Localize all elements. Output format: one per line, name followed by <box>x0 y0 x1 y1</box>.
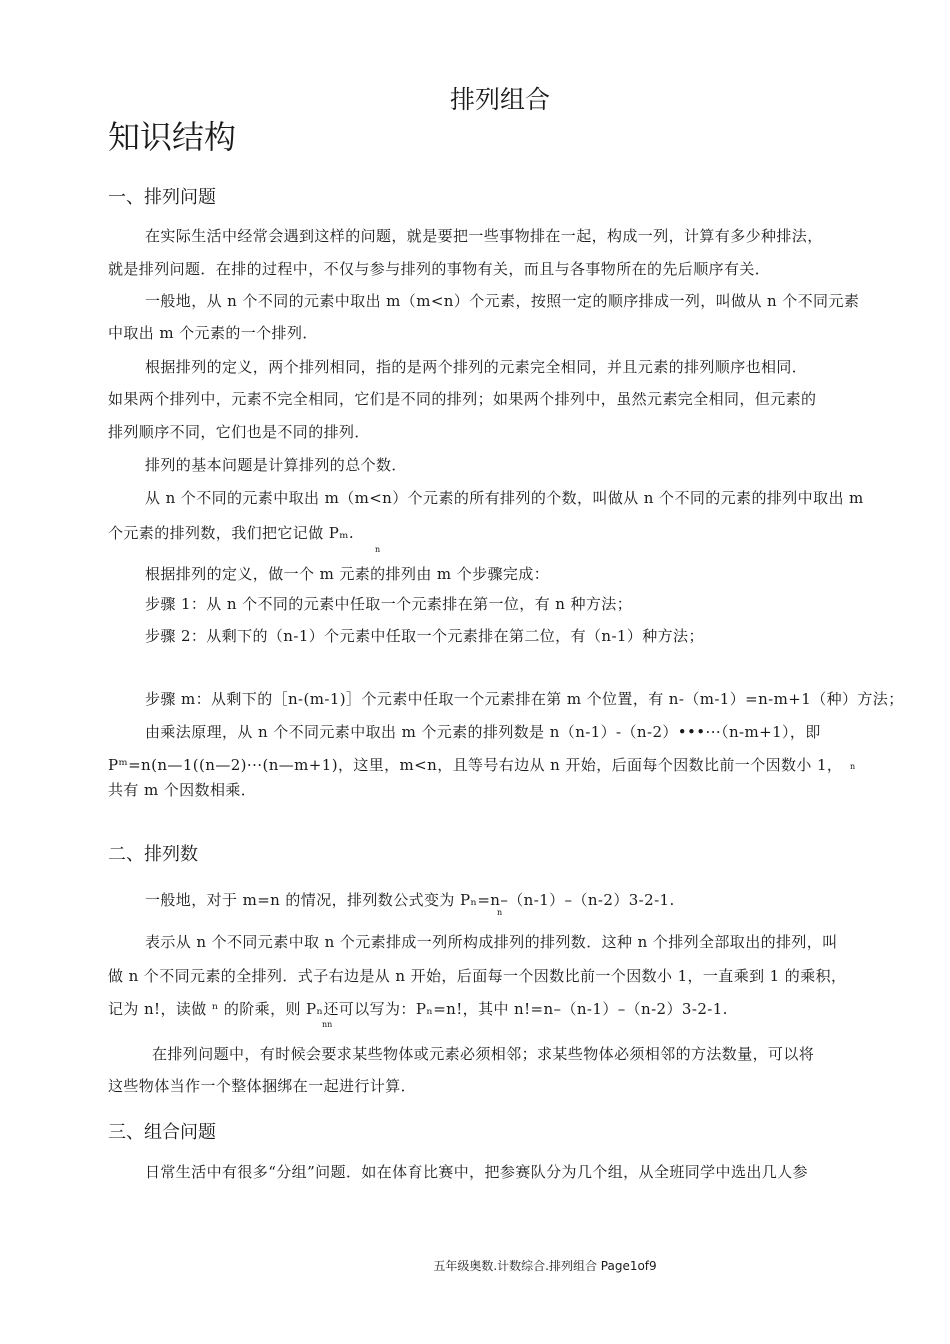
paragraph-line: 就是排列问题．在排的过程中，不仅与参与排列的事物有关，而且与各事物所在的先后顺序有关． <box>108 260 771 278</box>
formula-line: 记为 n!，读做 ⁿ 的阶乘，则 Pₙ还可以写为：Pₙ=n!，其中 n!=n–（n-1）–（n-2）3-2-1. <box>108 1000 728 1018</box>
page-footer: 五年级奥数.计数综合.排列组合 Page1of9 <box>433 1259 657 1273</box>
step-line: 步骤 m：从剩下的［n-(m-1)］个元素中任取一个元素排在第 m 个位置，有 n-（m-1）=n-m+1（种）方法； <box>145 690 904 708</box>
formula-line: 一般地，对于 m=n 的情况，排列数公式变为 Pₙ=n–（n-1）–（n-2）3-2-1. <box>145 891 675 909</box>
subscript-mark: n <box>497 908 503 917</box>
page-title: 排列组合 <box>449 85 550 114</box>
subscript-mark: n <box>375 545 381 554</box>
paragraph-line: 中取出 m 个元素的一个排列． <box>108 324 318 342</box>
paragraph-line: 根据排列的定义，两个排列相同，指的是两个排列的元素完全相同，并且元素的排列顺序也相同． <box>145 358 808 376</box>
paragraph-line: 日常生活中有很多“分组”问题．如在体育比赛中，把参赛队分为几个组，从全班同学中选出几人参 <box>145 1163 808 1181</box>
paragraph-line: 排列的基本问题是计算排列的总个数． <box>145 456 407 474</box>
paragraph-line: 根据排列的定义，做一个 m 元素的排列由 m 个步骤完成： <box>145 565 550 583</box>
paragraph-line: 共有 m 个因数相乘． <box>108 781 257 799</box>
subscript-mark: nn <box>322 1020 333 1029</box>
paragraph-line: 做 n 个不同元素的全排列．式子右边是从 n 开始，后面每一个因数比前一个因数小 1，一直乘到 1 的乘积， <box>108 967 847 985</box>
subscript-mark: n <box>850 762 856 771</box>
section-heading-permutation-number: 二、排列数 <box>108 844 198 865</box>
paragraph-line: 这些物体当作一个整体捆绑在一起进行计算． <box>108 1077 417 1095</box>
step-line: 步骤 1：从 n 个不同的元素中任取一个元素排在第一位，有 n 种方法； <box>145 595 633 613</box>
paragraph-line: 个元素的排列数，我们把它记做 Pₘ. <box>108 524 355 542</box>
paragraph-line: 在实际生活中经常会遇到这样的问题，就是要把一些事物排在一起，构成一列，计算有多少种排法， <box>145 227 823 245</box>
section-heading-permutation-problem: 一、排列问题 <box>108 187 216 208</box>
paragraph-line: 表示从 n 个不同元素中取 n 个元素排成一列所构成排列的排列数．这种 n 个排列全部取出的排列，叫 <box>145 933 838 951</box>
step-line: 步骤 2：从剩下的（n-1）个元素中任取一个元素排在第二位，有（n-1）种方法； <box>145 627 704 645</box>
paragraph-line: 由乘法原理，从 n 个不同元素中取出 m 个元素的排列数是 n（n-1）-（n-2）•••···（n-m+1），即 <box>145 723 821 741</box>
paragraph-line: 如果两个排列中，元素不完全相同，它们是不同的排列；如果两个排列中，虽然元素完全相同，但元素的 <box>108 390 817 408</box>
formula-line: Pᵐ=n(n—1((n—2)···(n—m+1)，这里，m<n，且等号右边从 n 开始，后面每个因数比前一个因数小 1， <box>108 756 843 774</box>
paragraph-line: 一般地，从 n 个不同的元素中取出 m（m<n）个元素，按照一定的顺序排成一列，叫做从 n 个不同元素 <box>145 292 860 310</box>
section-heading-combination-problem: 三、组合问题 <box>108 1122 216 1143</box>
paragraph-line: 在排列问题中，有时候会要求某些物体或元素必须相邻；求某些物体必须相邻的方法数量，可以将 <box>152 1045 815 1063</box>
paragraph-line: 排列顺序不同，它们也是不同的排列． <box>108 423 370 441</box>
knowledge-structure-heading: 知识结构 <box>108 118 237 156</box>
paragraph-line: 从 n 个不同的元素中取出 m（m<n）个元素的所有排列的个数，叫做从 n 个不同的元素的排列中取出 m <box>145 489 864 507</box>
